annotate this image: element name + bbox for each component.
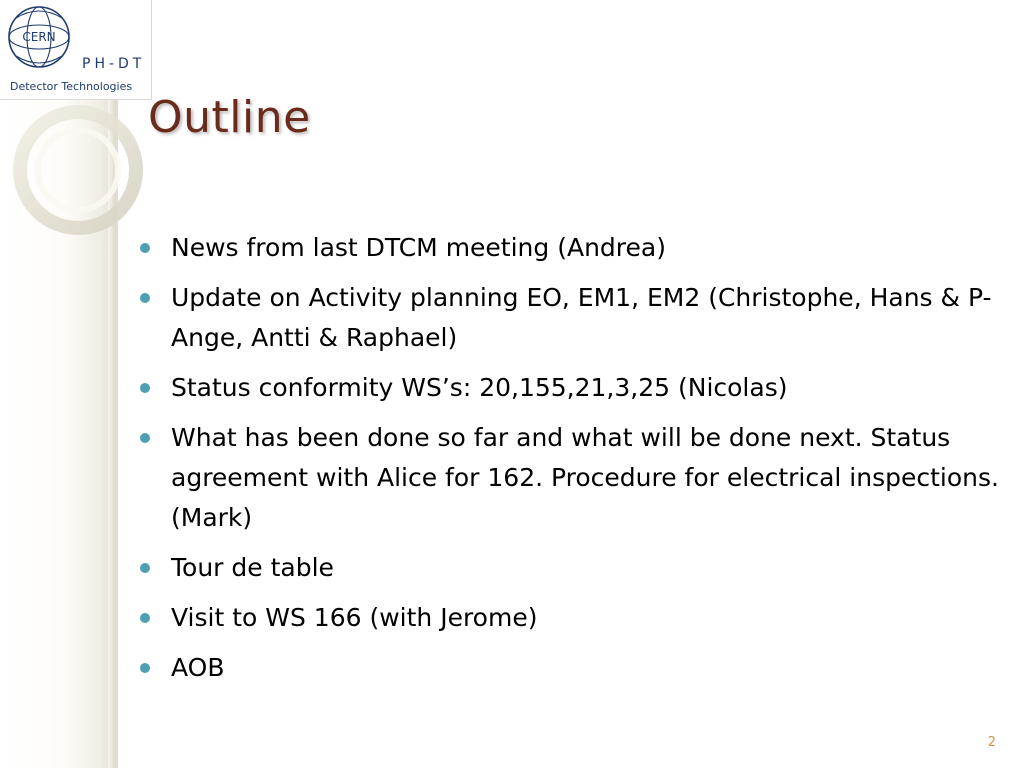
logo-group-name: PH-DT xyxy=(82,56,146,72)
bullet-text: Tour de table xyxy=(171,553,334,582)
cern-logo-text: CERN xyxy=(22,30,56,44)
bullet-dot-icon xyxy=(140,433,150,443)
bullet-text: AOB xyxy=(171,653,225,682)
page-number: 2 xyxy=(987,735,996,750)
bullet-dot-icon xyxy=(140,293,150,303)
logo-subtitle: Detector Technologies xyxy=(10,80,133,93)
bullet-item xyxy=(140,278,1012,358)
bullet-item xyxy=(140,598,1012,638)
logo-box xyxy=(0,0,152,100)
bullet-dot-icon xyxy=(140,563,150,573)
cern-logo-icon xyxy=(6,4,72,70)
bullet-item xyxy=(140,648,1012,688)
bullet-text: Update on Activity planning EO, EM1, EM2 (Christophe, Hans & P-Ange, Antti & Raphael) xyxy=(171,283,992,352)
bullet-text: News from last DTCM meeting (Andrea) xyxy=(171,233,666,262)
bullet-dot-icon xyxy=(140,383,150,393)
bullet-dot-icon xyxy=(140,613,150,623)
bullet-item xyxy=(140,228,1012,268)
bullet-item xyxy=(140,548,1012,588)
bullet-list xyxy=(140,228,1012,698)
bullet-text: Visit to WS 166 (with Jerome) xyxy=(171,603,538,632)
bullet-dot-icon xyxy=(140,663,150,673)
bullet-item xyxy=(140,368,1012,408)
bullet-item xyxy=(140,418,1012,538)
bullet-text: Status conformity WS’s: 20,155,21,3,25 (Nicolas) xyxy=(171,373,788,402)
bullet-text: What has been done so far and what will be done next. Status agreement with Alice for 162. Procedure for electrical inspections. (Mark) xyxy=(171,423,999,532)
bullet-dot-icon xyxy=(140,243,150,253)
slide-title: Outline xyxy=(148,92,311,143)
